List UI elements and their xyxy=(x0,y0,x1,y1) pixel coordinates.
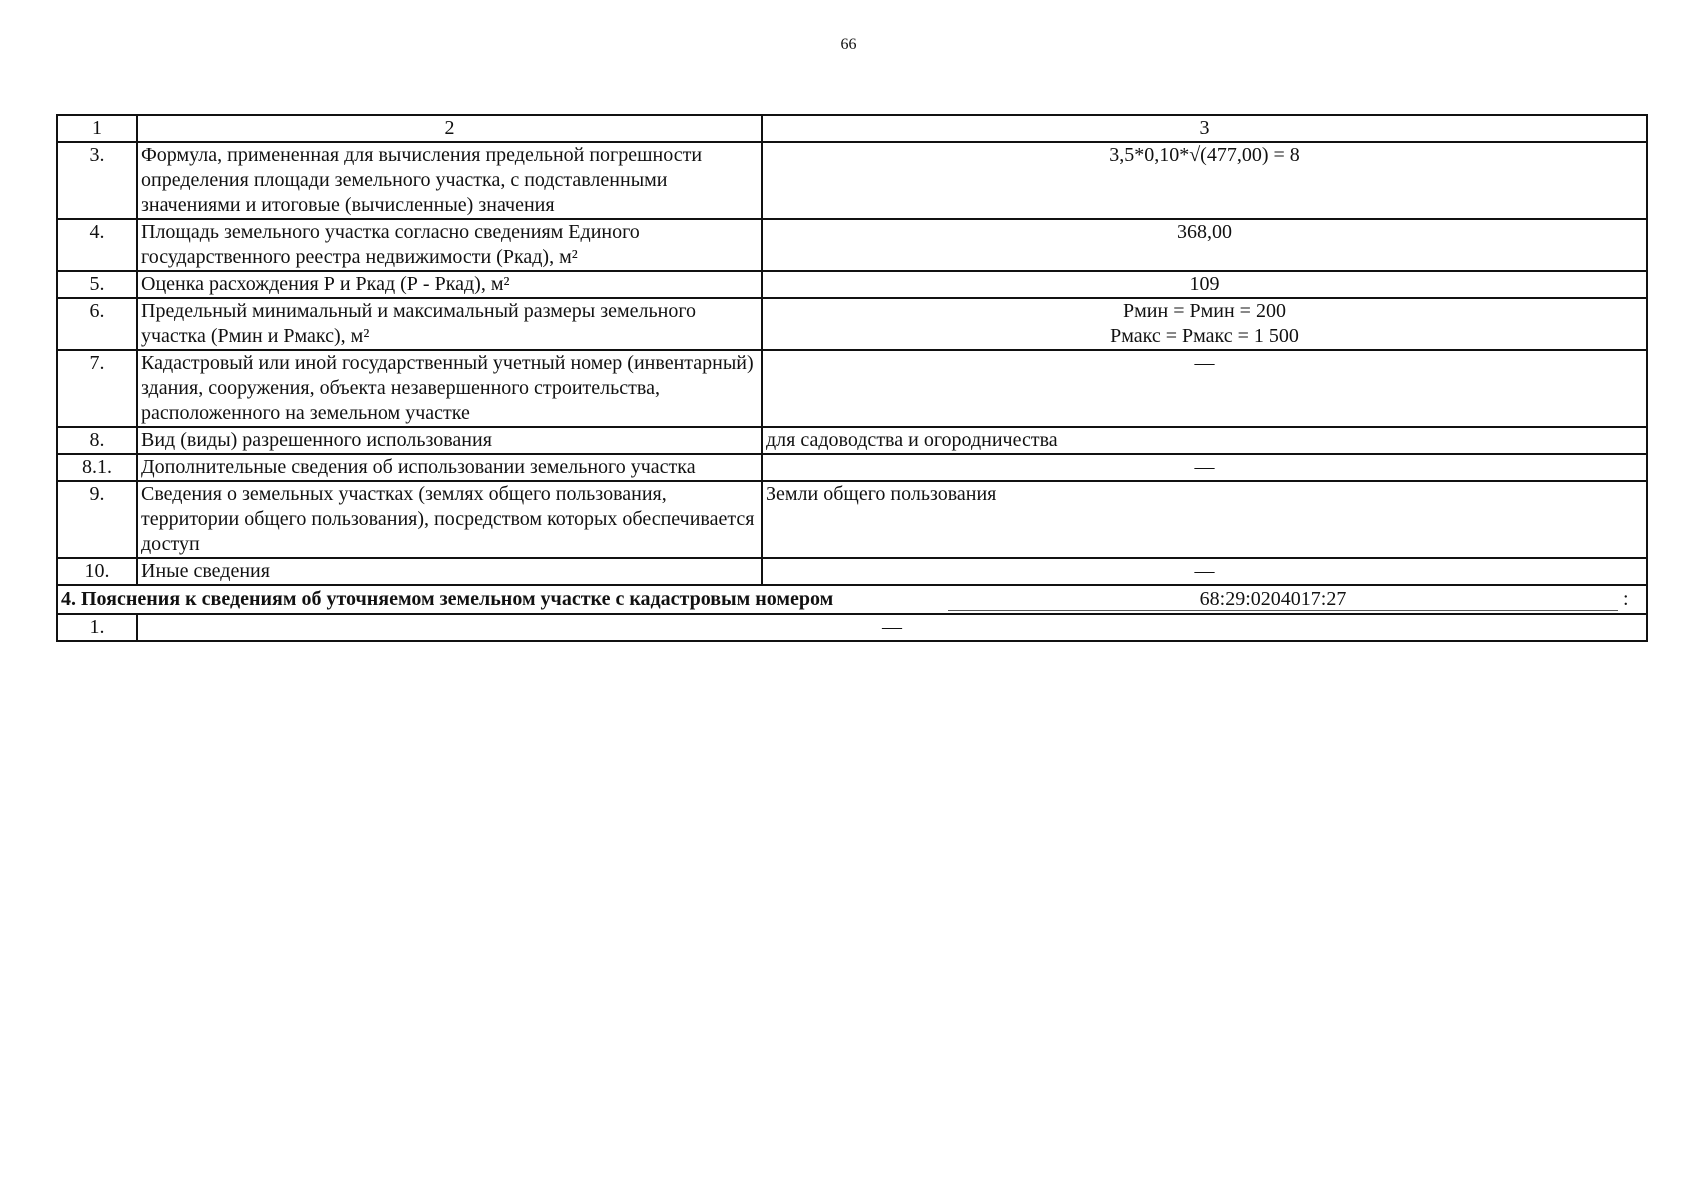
row-label: Иные сведения xyxy=(137,558,762,585)
table-row xyxy=(57,350,1647,427)
row-value: — xyxy=(762,454,1647,481)
section-heading-row xyxy=(57,585,1647,614)
table-row xyxy=(57,558,1647,585)
row-number: 6. xyxy=(57,298,137,350)
row-label: Сведения о земельных участках (землях общего пользования, территории общего пользования), посредством которых обеспечивается доступ xyxy=(137,481,762,558)
row-value: — xyxy=(762,558,1647,585)
row-value: 109 xyxy=(762,271,1647,298)
cadastral-info-table xyxy=(56,114,1648,642)
row-label: Оценка расхождения Р и Ркад (Р - Ркад), м² xyxy=(137,271,762,298)
row-label: Дополнительные сведения об использовании земельного участка xyxy=(137,454,762,481)
table-row xyxy=(57,427,1647,454)
cadastral-number: 68:29:0204017:27 xyxy=(948,587,1618,611)
column-header-2: 2 xyxy=(137,115,762,142)
row-number: 9. xyxy=(57,481,137,558)
table-row xyxy=(57,614,1647,641)
row-label: Кадастровый или иной государственный учетный номер (инвентарный) здания, сооружения, объекта незавершенного строительства, расположенного на земельном участке xyxy=(137,350,762,427)
row-number: 3. xyxy=(57,142,137,219)
row-number: 8.1. xyxy=(57,454,137,481)
table-row xyxy=(57,454,1647,481)
row-number: 5. xyxy=(57,271,137,298)
row-value: Земли общего пользования xyxy=(762,481,1647,558)
table-row xyxy=(57,142,1647,219)
table-row xyxy=(57,481,1647,558)
column-header-3: 3 xyxy=(762,115,1647,142)
row-value: 368,00 xyxy=(762,219,1647,271)
column-header-1: 1 xyxy=(57,115,137,142)
row-value: Рмин = Рмин = 200 Рмакс = Рмакс = 1 500 xyxy=(762,298,1647,350)
row-number: 8. xyxy=(57,427,137,454)
page-number: 66 xyxy=(840,36,857,53)
section-title: 4. Пояснения к сведениям об уточняемом земельном участке с кадастровым номером xyxy=(61,588,834,610)
row-value: — xyxy=(762,350,1647,427)
row-number: 4. xyxy=(57,219,137,271)
row-label: Вид (виды) разрешенного использования xyxy=(137,427,762,454)
table-row xyxy=(57,271,1647,298)
row-number: 7. xyxy=(57,350,137,427)
row-label: Предельный минимальный и максимальный размеры земельного участка (Рмин и Рмакс), м² xyxy=(137,298,762,350)
row-number: 1. xyxy=(57,614,137,641)
section-colon: : xyxy=(1623,588,1629,610)
table-header-row xyxy=(57,115,1647,142)
row-value: для садоводства и огородничества xyxy=(762,427,1647,454)
row-value: 3,5*0,10*√(477,00) = 8 xyxy=(762,142,1647,219)
row-value: — xyxy=(137,614,1647,641)
row-number: 10. xyxy=(57,558,137,585)
table-row xyxy=(57,298,1647,350)
row-label: Площадь земельного участка согласно сведениям Единого государственного реестра недвижимости (Ркад), м² xyxy=(137,219,762,271)
table-row xyxy=(57,219,1647,271)
row-label: Формула, примененная для вычисления предельной погрешности определения площади земельного участка, с подставленными значениями и итоговые (вычисленные) значения xyxy=(137,142,762,219)
